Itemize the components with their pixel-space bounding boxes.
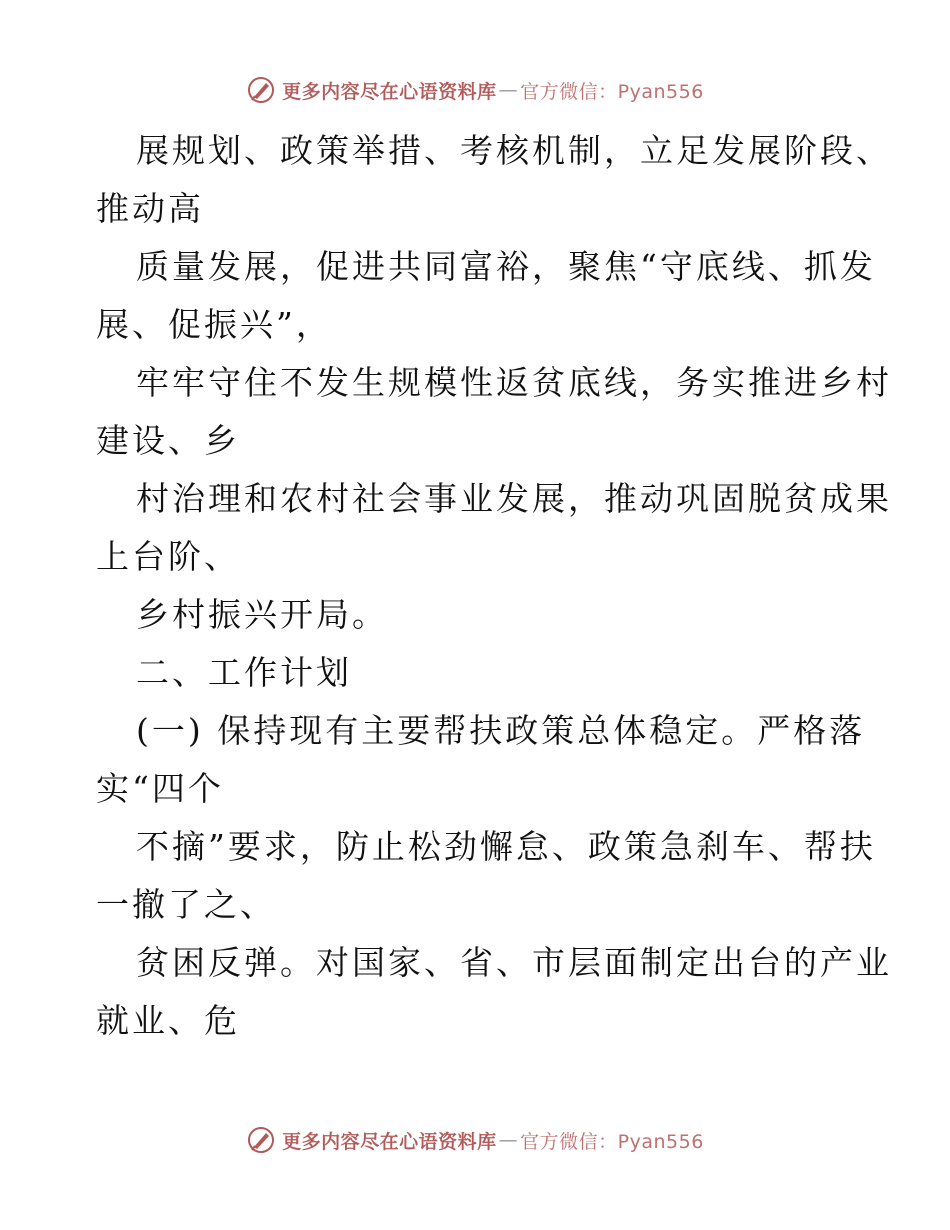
section-heading: 二、工作计划 bbox=[136, 653, 352, 692]
watermark-wechat: 官方微信：Pyan556 bbox=[520, 80, 704, 103]
body-line: 就业、危 bbox=[96, 1001, 240, 1040]
watermark-text bbox=[282, 77, 704, 104]
body-line: 实“四个 bbox=[96, 769, 224, 808]
subsection-heading: (一) 保持现有主要帮扶政策总体稳定。严格落 bbox=[136, 711, 866, 750]
watermark-main: 更多内容尽在心语资料库 bbox=[282, 1130, 497, 1153]
quill-logo-icon bbox=[246, 75, 276, 105]
body-line: 贫困反弹。对国家、省、市层面制定出台的产业 bbox=[136, 943, 892, 982]
body-line: 乡村振兴开局。 bbox=[136, 595, 388, 634]
body-line: 推动高 bbox=[96, 189, 204, 228]
body-line: 不摘”要求，防止松劲懈怠、政策急刹车、帮扶 bbox=[136, 827, 876, 866]
body-line: 展规划、政策举措、考核机制，立足发展阶段、 bbox=[136, 131, 892, 170]
body-line: 上台阶、 bbox=[96, 537, 240, 576]
watermark-text bbox=[282, 1127, 704, 1154]
watermark-main: 更多内容尽在心语资料库 bbox=[282, 80, 497, 103]
body-line: 一撤了之、 bbox=[96, 885, 276, 924]
document-body bbox=[96, 122, 892, 1050]
watermark-wechat: 官方微信：Pyan556 bbox=[520, 1130, 704, 1153]
body-line: 牢牢守住不发生规模性返贫底线，务实推进乡村 bbox=[136, 363, 892, 402]
body-line: 村治理和农村社会事业发展，推动巩固脱贫成果 bbox=[136, 479, 892, 518]
footer-watermark bbox=[0, 1120, 950, 1160]
watermark-separator: — bbox=[498, 1129, 519, 1151]
header-watermark bbox=[0, 70, 950, 110]
quill-logo-icon bbox=[246, 1125, 276, 1155]
body-line: 展、促振兴”， bbox=[96, 305, 332, 344]
body-line: 质量发展，促进共同富裕，聚焦“守底线、抓发 bbox=[136, 247, 876, 286]
body-line: 建设、乡 bbox=[96, 421, 240, 460]
watermark-separator: — bbox=[498, 79, 519, 101]
